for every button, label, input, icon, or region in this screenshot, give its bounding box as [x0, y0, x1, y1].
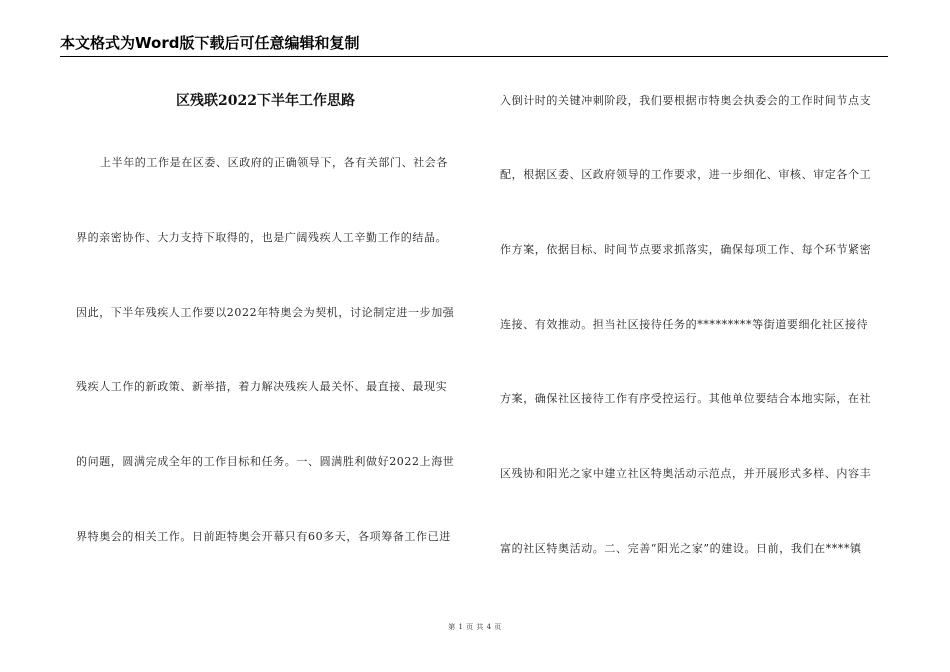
text-line: 的问题，圆满完成全年的工作目标和任务。一、圆满胜利做好2022上海世	[76, 455, 455, 468]
text-line: 富的社区特奥活动。二、完善“阳光之家”的建设。日前，我们在****镇	[500, 542, 862, 555]
text-line: 界的亲密协作、大力支持下取得的，也是广阔残疾人工辛勤工作的结晶。	[76, 231, 448, 244]
text-line: 方案，确保社区接待工作有序受控运行。其他单位要结合本地实际，在社	[500, 392, 872, 405]
text-line: 界特奥会的相关工作。日前距特奥会开幕只有60多天，各项筹备工作已进	[76, 530, 451, 543]
text-line: 作方案，依据目标、时间节点要求抓落实，确保每项工作、每个环节紧密	[500, 243, 872, 256]
text-line: 配，根据区委、区政府领导的工作要求，进一步细化、审核、审定各个工	[500, 168, 872, 181]
page-number: 第 1 页 共 4 页	[448, 623, 502, 631]
text-line: 上半年的工作是在区委、区政府的正确领导下，各有关部门、社会各	[100, 156, 448, 169]
page-header	[60, 34, 888, 57]
text-line: 连接、有效推动。担当社区接待任务的*********等街道要细化社区接待	[500, 318, 869, 331]
text-line: 入倒计时的关键冲刺阶段，我们要根据市特奥会执委会的工作时间节点支	[500, 94, 872, 107]
text-line: 区残协和阳光之家中建立社区特奥活动示范点，并开展形式多样、内容丰	[500, 467, 872, 480]
text-line: 残疾人工作的新政策、新举措，着力解决残疾人最关怀、最直接、最现实	[76, 380, 448, 393]
text-line: 因此，下半年残疾人工作要以2022年特奥会为契机，讨论制定进一步加强	[76, 306, 455, 319]
document-title: 区残联2022下半年工作思路	[176, 93, 355, 109]
header-note: 本文格式为Word版下载后可任意编辑和复制	[60, 34, 360, 52]
